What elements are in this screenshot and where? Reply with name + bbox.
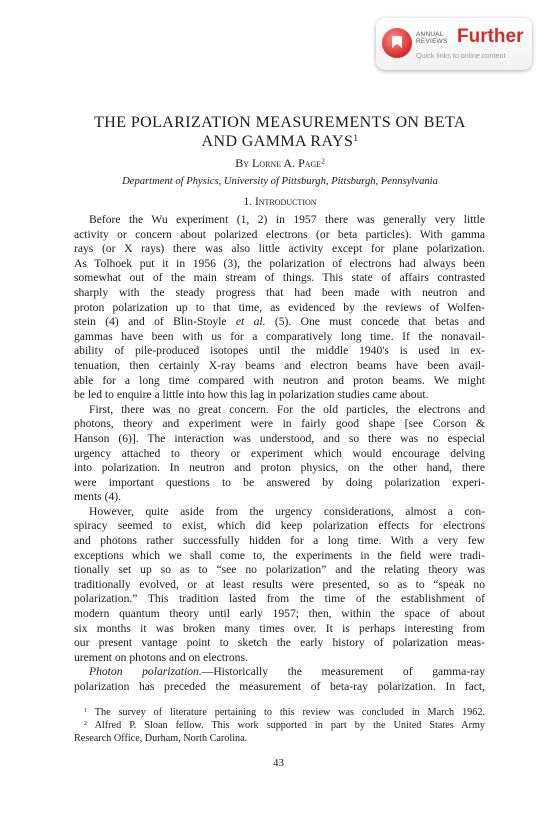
body-line: tenuation, then certainly X-ray beams and electron beams have been avail- — [74, 358, 485, 372]
body-line: polarization has preceded the measurement of beta-ray polarization. In fact, — [74, 680, 485, 693]
body-line: proton polarization up to that time, as evidenced by the reviews of Wolfen- — [74, 300, 485, 314]
by-label: By — [235, 156, 249, 170]
subsection-run-in-heading: Photon polarization. — [89, 665, 202, 679]
footnote-text: The survey of literature pertaining to this review was concluded in March 1962. — [87, 707, 485, 718]
body-text-run: (5). One must concede that betas and — [265, 315, 485, 329]
body-line: ments (4). — [74, 490, 122, 504]
page-number: 43 — [273, 757, 284, 769]
et-al-italic: et al. — [235, 315, 266, 329]
footnote-2 — [74, 719, 485, 732]
annual-reviews-further-badge[interactable] — [376, 18, 532, 70]
annual-label: ANNUAL — [416, 31, 444, 38]
footnote-mark: 1 — [84, 707, 88, 714]
body-line: modern quantum theory until early 1957; then, within the space of about — [74, 607, 485, 621]
body-line: ability of pile-produced isotopes until the middle 1940's is used in ex- — [74, 344, 485, 358]
body-line: gammas have been with us for a comparatively long time. If the nonavail- — [74, 329, 485, 343]
author-affiliation: Department of Physics, University of Pittsburgh, Pittsburgh, Pennsylvania — [122, 176, 438, 187]
body-line — [74, 315, 485, 330]
body-line: traditionally evolved, or at least results were presented, so as to “speak no — [74, 577, 485, 591]
body-line: However, quite aside from the urgency considerations, almost a con- — [89, 504, 485, 518]
article-body — [74, 213, 485, 695]
title-line-1: THE POLARIZATION MEASUREMENTS ON BETA — [94, 114, 466, 131]
author-footnote-mark: 2 — [321, 157, 325, 166]
footnote-mark: 2 — [84, 720, 88, 727]
body-line — [74, 665, 485, 680]
body-line: spiracy seemed to exist, which did keep polarization effects for electrons — [74, 519, 485, 533]
body-line: six months it was broken many times over. It is perhaps interesting from — [74, 621, 485, 635]
body-line: urement on photons and on electrons. — [74, 650, 248, 664]
annual-reviews-logo-icon — [382, 28, 412, 58]
footnote-2-continued: Research Office, Durham, North Carolina. — [74, 733, 248, 744]
body-line: were important questions to be answered by doing polarization experi- — [74, 475, 485, 489]
body-text-run: stein (4) and of Blin-Stoyle — [74, 315, 236, 329]
body-line: and photons rather successfully hidden for a long time. With a very few — [74, 534, 485, 548]
body-line: As Tolhoek put it in 1956 (3), the polarization of electrons had always been — [74, 256, 485, 270]
title-line-2-text: AND GAMMA RAYS — [201, 133, 354, 150]
section-heading: 1. Introduction — [243, 196, 317, 208]
further-label: Further — [457, 26, 524, 47]
title-footnote-mark: 1 — [353, 133, 359, 145]
author-name: Lorne A. Page — [251, 156, 322, 170]
author-byline — [60, 156, 500, 171]
title-line-2 — [60, 132, 500, 151]
body-line: First, there was no great concern. For the old particles, the electrons and — [89, 402, 485, 416]
reviews-label: REVIEWS — [416, 38, 448, 45]
body-line: urgency attached to theory or experiment which would encourage delving — [74, 446, 485, 460]
body-line: into polarization. In neutron and proton physics, on the other hand, there — [74, 461, 485, 475]
body-line: rays (or X rays) there was also little activity except for plane polarization. — [74, 242, 485, 256]
body-line: Hanson (6)]. The interaction was understood, and so there was no especial — [74, 431, 485, 445]
body-line: polarization.” This tradition lasted from the time of the establishment of — [74, 592, 485, 606]
body-text-run: —Historically the measurement of gamma-ray — [201, 665, 485, 679]
body-line: sharply with the steady progress that had been made with neutron and — [74, 285, 485, 299]
article-title — [60, 113, 500, 151]
body-line: somewhat out of the main stream of things. This state of affairs contrasted — [74, 271, 485, 285]
body-line: photons, theory and experiment were in fairly good shape [see Corson & — [74, 417, 485, 431]
body-line: be led to enquire a little into how this lag in polarization studies came about. — [74, 388, 429, 402]
annual-reviews-wordmark — [416, 31, 456, 45]
body-line: our present vantage point to sketch the early history of polarization meas- — [74, 636, 485, 650]
footnote-1 — [74, 706, 485, 719]
body-line: tionally set up so as to “see no polarization” and the relating theory was — [74, 563, 485, 577]
body-line: activity or concern about polarized electrons (or beta particles). With gamma — [74, 227, 485, 241]
body-line: able for a long time compared with neutron and proton beams. We might — [74, 373, 485, 387]
footnote-text: Alfred P. Sloan fellow. This work supported in part by the United States Army — [87, 720, 485, 731]
footnotes — [74, 706, 485, 745]
body-line: Before the Wu experiment (1, 2) in 1957 there was generally very little — [89, 213, 485, 226]
quick-links-label: Quick links to online content — [416, 51, 506, 60]
body-line: exceptions which we shall come to, the experiments in the field were tradi- — [74, 548, 485, 562]
